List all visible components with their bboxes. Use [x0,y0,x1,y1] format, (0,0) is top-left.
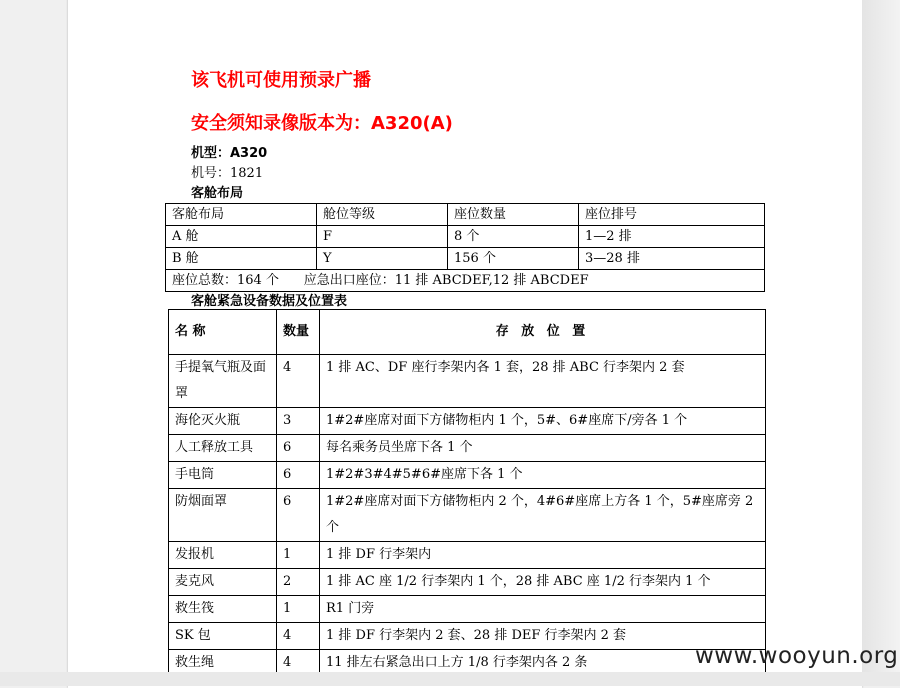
table-row [166,248,765,270]
cabin-layout-table [165,203,765,292]
emergency-equipment-table [168,309,766,677]
table-header-cell: 客舱布局 [166,204,317,226]
table-cell: 8 个 [448,226,579,248]
table-cell: 人工释放工具 [169,435,277,462]
table-header-row [169,310,766,355]
table-row [169,569,766,596]
table-row [169,542,766,569]
viewer-background [862,0,900,686]
table-header-cell: 存 放 位 置 [320,310,766,355]
table-cell: 6 [277,462,320,489]
table-cell: 1#2#座席对面下方储物柜内 2 个，4#6#座席上方各 1 个，5#座席旁 2 个 [320,489,766,542]
table-cell: 3—28 排 [579,248,765,270]
table-cell: A 舱 [166,226,317,248]
table-cell: 4 [277,623,320,650]
table-footer-row [166,270,765,292]
table-row [169,623,766,650]
table-cell: SK 包 [169,623,277,650]
cabin-layout-title: 客舱布局 [191,186,244,201]
table-cell: 1 [277,542,320,569]
table-cell: 手电筒 [169,462,277,489]
table-header-cell: 数量 [277,310,320,355]
table-row [166,226,765,248]
table-cell: 11 排左右紧急出口上方 1/8 行李架内各 2 条 [320,650,766,677]
table-cell: 1 排 DF 行李架内 [320,542,766,569]
viewer-bottom-bar [0,672,900,686]
table-cell: 每名乘务员坐席下各 1 个 [320,435,766,462]
table-cell: 1 排 AC 座 1/2 行李架内 1 个，28 排 ABC 座 1/2 行李架内 1 个 [320,569,766,596]
document-page [68,0,862,688]
table-cell: 救生绳 [169,650,277,677]
table-row [169,462,766,489]
table-row [169,489,766,542]
table-cell: 防烟面罩 [169,489,277,542]
table-header-row [166,204,765,226]
table-cell: Y [317,248,448,270]
table-cell: 1#2#3#4#5#6#座席下各 1 个 [320,462,766,489]
table-row [169,355,766,408]
table-cell: 1 排 AC、DF 座行李架内各 1 套，28 排 ABC 行李架内 2 套 [320,355,766,408]
table-header-cell: 座位排号 [579,204,765,226]
table-cell: R1 门旁 [320,596,766,623]
table-cell: 4 [277,650,320,677]
table-cell: 6 [277,435,320,462]
safety-video-line: 安全须知录像版本为：A320(A) [191,113,453,134]
table-cell: 1#2#座席对面下方储物柜内 1 个，5#、6#座席下/旁各 1 个 [320,408,766,435]
table-cell: 4 [277,355,320,408]
table-cell: 海伦灭火瓶 [169,408,277,435]
table-cell: 6 [277,489,320,542]
table-cell: 救生筏 [169,596,277,623]
table-row [169,596,766,623]
table-cell: 2 [277,569,320,596]
aircraft-model: 机型：A320 [191,146,268,161]
table-cell: 手提氧气瓶及面罩 [169,355,277,408]
table-cell: 156 个 [448,248,579,270]
aircraft-registration: 机号：1821 [191,166,264,181]
table-header-cell: 座位数量 [448,204,579,226]
announcement-line: 该飞机可使用预录广播 [191,70,371,91]
table-cell: F [317,226,448,248]
table-cell: 1 [277,596,320,623]
table-cell: 发报机 [169,542,277,569]
table-row [169,408,766,435]
table-cell: 3 [277,408,320,435]
table-row [169,435,766,462]
emergency-equipment-title: 客舱紧急设备数据及位置表 [191,294,348,309]
seat-summary: 座位总数：164 个 应急出口座位：11 排 ABCDEF,12 排 ABCDEF [166,270,765,292]
table-header-cell: 名 称 [169,310,277,355]
table-header-cell: 舱位等级 [317,204,448,226]
table-cell: 1—2 排 [579,226,765,248]
table-cell: 麦克风 [169,569,277,596]
watermark: www.wooyun.org [695,643,899,669]
table-cell: 1 排 DF 行李架内 2 套、28 排 DEF 行李架内 2 套 [320,623,766,650]
table-cell: B 舱 [166,248,317,270]
